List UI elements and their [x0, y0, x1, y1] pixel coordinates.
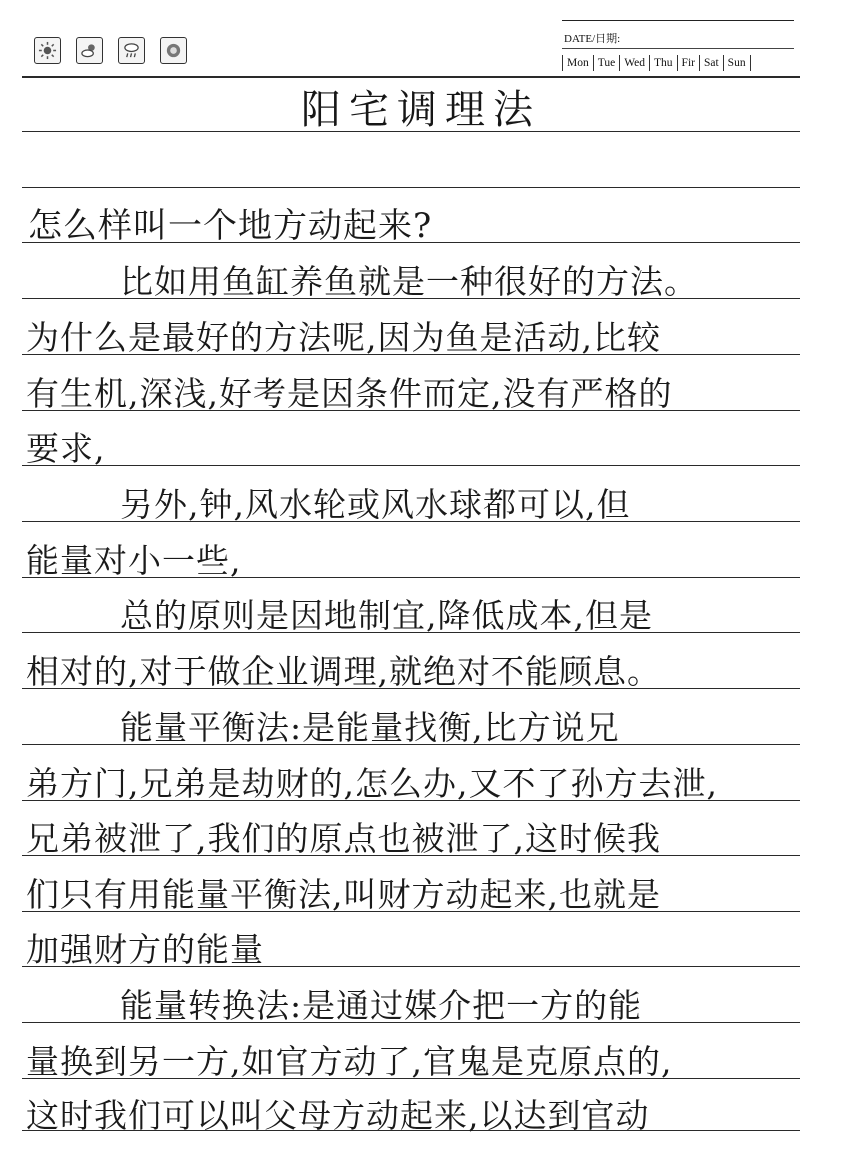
- weekday-fri[interactable]: Fir: [678, 55, 700, 71]
- weather-icon-row: [34, 37, 187, 64]
- weekday-tue[interactable]: Tue: [594, 55, 620, 71]
- note-line: 比如用鱼缸养鱼就是一种很好的方法。: [120, 262, 698, 301]
- page-rule: [22, 465, 800, 466]
- note-line: 要求,: [26, 429, 106, 468]
- note-line: 总的原则是因地制宜,降低成本,但是: [120, 596, 653, 635]
- note-line: 相对的,对于做企业调理,就绝对不能顾息。: [26, 652, 661, 691]
- weekday-selector: [562, 55, 751, 71]
- weekday-thu[interactable]: Thu: [650, 55, 678, 71]
- sunny-icon[interactable]: [34, 37, 61, 64]
- date-label: DATE/日期:: [564, 33, 621, 45]
- note-line: 们只有用能量平衡法,叫财方动起来,也就是: [26, 875, 661, 914]
- weekday-wed[interactable]: Wed: [620, 55, 650, 71]
- note-line: 兄弟被泄了,我们的原点也被泄了,这时候我: [26, 819, 661, 858]
- note-line: 能量转换法:是通过媒介把一方的能: [120, 986, 643, 1025]
- note-line: 有生机,深浅,好考是因条件而定,没有严格的: [26, 374, 673, 413]
- note-line: 量换到另一方,如官方动了,官鬼是克原点的,: [26, 1042, 673, 1081]
- note-line: 能量平衡法:是能量找衡,比方说兄: [120, 708, 620, 747]
- note-line: 能量对小一些,: [26, 541, 242, 580]
- partly-cloudy-icon[interactable]: [76, 37, 103, 64]
- page-rule: [22, 187, 800, 188]
- note-line: 另外,钟,风水轮或风水球都可以,但: [120, 485, 631, 524]
- snow-icon[interactable]: [160, 37, 187, 64]
- date-mid-rule: [562, 48, 794, 49]
- page-title: 阳宅调理法: [301, 87, 541, 133]
- note-line: 为什么是最好的方法呢,因为鱼是活动,比较: [26, 318, 661, 357]
- rain-icon[interactable]: [118, 37, 145, 64]
- weekday-sat[interactable]: Sat: [700, 55, 724, 71]
- weekday-mon[interactable]: Mon: [563, 55, 594, 71]
- section-heading: 怎么样叫一个地方动起来?: [28, 206, 433, 246]
- note-line: 加强财方的能量: [26, 930, 264, 969]
- weekday-sun[interactable]: Sun: [724, 55, 751, 71]
- note-line: 这时我们可以叫父母方动起来,以达到官动: [26, 1096, 650, 1135]
- note-line: 弟方门,兄弟是劫财的,怎么办,又不了孙方去泄,: [26, 764, 718, 803]
- date-top-rule: [562, 20, 794, 21]
